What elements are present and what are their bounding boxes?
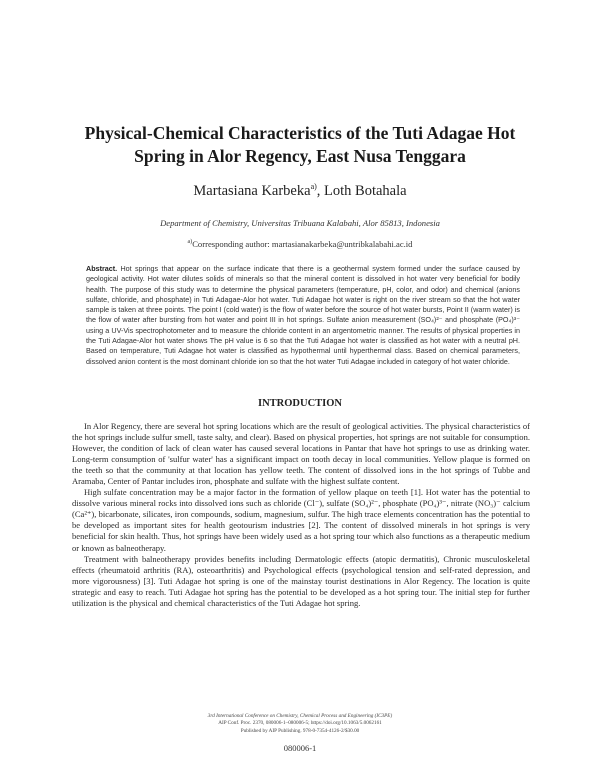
affiliation: Department of Chemistry, Universitas Tribuana Kalabahi, Alor 85813, Indonesia [160,218,440,228]
publisher-line: Published by AIP Publishing. 978-0-7354-4126-2/$30.00 [240,727,360,734]
proceedings-citation: AIP Conf. Proc. 2370, 080006-1–080006-5; https://doi.org/10.1063/5.0062161 [218,720,382,727]
abstract-text: Hot springs that appear on the surface indicate that there is a geothermal system formed under the surface caused by geological activity. Hot water dilutes solids of minerals so that the mineral content is dissolved in hot water very beneficial for bodily health. The purpose of this study was to determine the physical parameters (temperature, pH, color, and odor) and chemical (anions sulfate, chloride, and phosphate) in Tuti Adagae-Alor hot water. Tuti Adagae hot water is right on the river stream so that the hot water sample is taken at three points. The point I (cold water) is the flow of water before the source of hot water bursts, Point II (warm water) is the flow of water after bursting from hot water and point III in hot springs. Sulfate anion measurement (SO₄)²⁻ and phosphate (PO₄)³⁻ using a UV-Vis spectrophotometer and to measure the chloride content in an argentometric manner. The results of physical properties in the Tuti Adagae-Alor hot water shows The pH value is 6 so that the Tuti Adagae hot water is classified as hot water with a neutral pH. Based on temperature, Tuti Adagae hot water is classified as hypothermal until hyperthermal class. Based on chemical parameters, dissolved anion content is the most dominant chloride ion so that the hot water Tuti Adagae included in category of hot water chloride. [86,264,520,366]
body-paragraph: High sulfate concentration may be a major factor in the formation of yellow plaque on teeth [1]. Hot water has the potential to dissolve various mineral rocks into dissolved ions such as chloride (Cl⁻), sulfate (SO₄)²⁻, phosphate (PO₄)³⁻, nitrate (NO₃)⁻ calcium (Ca²⁺), bicarbonate, silicates, iron compounds, sodium, magnesium, sulfur. The high trace elements concentration has the potential to be developed as important sites for health geotourism industries [2]. The content of dissolved minerals in hot springs is very beneficial for skin health. Thus, hot springs have been widely used as a hot spring tour which also functions as a therapeutic medium or known as balneotherapy. [72,487,530,553]
corresponding-author [0,239,600,249]
author-list [0,182,600,200]
introduction-body [72,421,530,609]
conference-name: 3rd International Conference on Chemistry, Chemical Process and Engineering (IC3PE) [207,713,393,719]
abstract-label: Abstract. [86,264,118,273]
body-paragraph: Treatment with balneotherapy provides benefits including Dermatologic effects (atopic dermatitis), Chronic musculoskeletal effects (rheumatoid arthritis (RA), osteoarthritis) and Psychological effects (psychological tension and self-rated depression, and more vigorousness) [3]. Tuti Adagae hot spring is one of the mainstay tourist destinations in Alor Regency. The location is quite strategic and easy to reach. Tuti Adagae hot spring has the potential to be developed as a hot spring tour. The initial step for further utilization is the physical and chemical characteristics of the Tuti Adagae hot spring. [72,553,530,608]
page-number: 080006-1 [283,743,317,753]
author-name: Loth Botahala [324,182,407,199]
abstract [86,264,520,367]
corresponding-text: Corresponding author: martasianakarbeka@untribkalabahi.ac.id [192,239,413,249]
footnote [0,713,600,735]
author-affiliation-mark: a) [310,182,317,191]
author-separator: , [316,182,325,199]
corresponding-mark: a) [187,239,193,246]
body-paragraph: In Alor Regency, there are several hot spring locations which are the result of geological activities. The physical characteristics of the hot springs include sulfur smell, taste salty, and clear). Based on physical properties, hot springs are not suitable for consumption. However, the condition of lack of clean water has caused several locations in Pantar that have hot springs to use as drinking water. Long-term consumption of 'sulfur water' has a significant impact on tooth decay in local communities. Yellow plaque is formed on the teeth so that the community at that location has yellow teeth. The content of dissolved ions in the hot springs of Tubbe and Aramaba, Center of Pantar includes iron, phosphate and sulfate with the highest sulfate content. [72,421,530,487]
section-heading: INTRODUCTION [257,398,342,409]
paper-title: Physical-Chemical Characteristics of the Tuti Adagae Hot Spring in Alor Regency, East Nusa Tenggara [84,123,516,166]
author-name: Martasiana Karbeka [193,182,311,199]
